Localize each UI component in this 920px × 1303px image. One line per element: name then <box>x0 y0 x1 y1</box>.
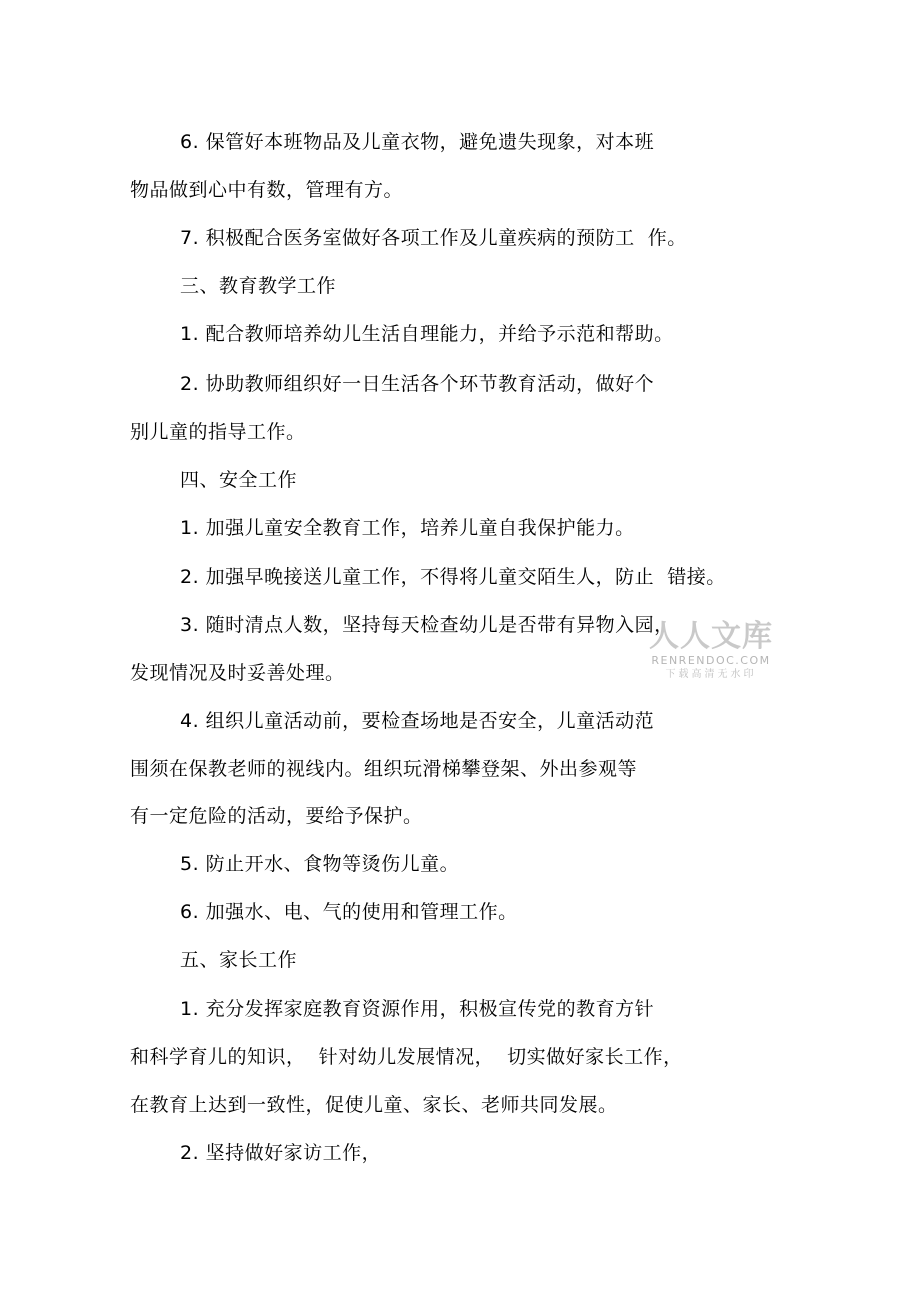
section-heading: 四、安全工作 <box>180 469 298 491</box>
paragraph-line: 5. 防止开水、食物等烫伤儿童。 <box>180 853 460 875</box>
paragraph-line: 4. 组织儿童活动前，要检查场地是否安全，儿童活动范 <box>180 710 655 732</box>
paragraph-line: 2. 协助教师组织好一日生活各个环节教育活动，做好个 <box>180 373 655 395</box>
paragraph-line: 1. 配合教师培养幼儿生活自理能力，并给予示范和帮助。 <box>180 323 674 345</box>
paragraph-line: 1. 加强儿童安全教育工作，培养儿童自我保护能力。 <box>180 517 635 539</box>
paragraph-line: 7. 积极配合医务室做好各项工作及儿童疾病的预防工 作。 <box>180 227 687 249</box>
paragraph-line: 1. 充分发挥家庭教育资源作用，积极宣传党的教育方针 <box>180 998 655 1020</box>
section-heading: 三、教育教学工作 <box>180 275 337 297</box>
watermark-tagline: 下载高清无水印 <box>665 669 757 680</box>
watermark-domain: RENRENDOC.COM <box>651 654 771 667</box>
paragraph-line: 6. 加强水、电、气的使用和管理工作。 <box>180 901 518 923</box>
paragraph-line: 3. 随时清点人数，坚持每天检查幼儿是否带有异物入园， <box>180 614 674 636</box>
paragraph-line: 围须在保教老师的视线内。组织玩滑梯攀登架、外出参观等 <box>130 758 638 780</box>
paragraph-line: 2. 加强早晚接送儿童工作，不得将儿童交陌生人，防止 错接。 <box>180 566 726 588</box>
paragraph-line: 有一定危险的活动，要给予保护。 <box>130 805 423 827</box>
watermark <box>646 620 776 681</box>
paragraph-line: 物品做到心中有数，管理有方。 <box>130 179 404 201</box>
paragraph-line: 发现情况及时妥善处理。 <box>130 662 345 684</box>
paragraph-line: 在教育上达到一致性，促使儿童、家长、老师共同发展。 <box>130 1094 618 1116</box>
paragraph-line: 6. 保管好本班物品及儿童衣物，避免遗失现象，对本班 <box>180 131 655 153</box>
section-heading: 五、家长工作 <box>180 949 298 971</box>
watermark-logo: 人人文库 <box>649 619 773 654</box>
paragraph-line: 2. 坚持做好家访工作， <box>180 1142 382 1164</box>
paragraph-line: 别儿童的指导工作。 <box>130 421 306 443</box>
paragraph-line: 和科学育儿的知识， 针对幼儿发展情况， 切实做好家长工作， <box>130 1046 683 1068</box>
